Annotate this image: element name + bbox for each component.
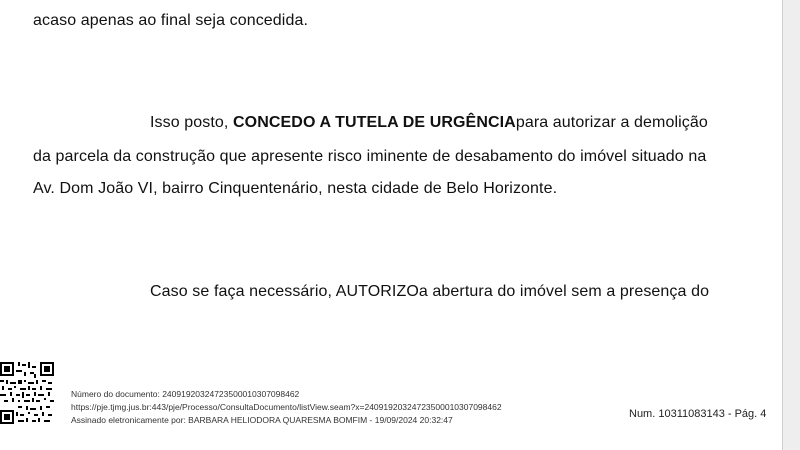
bold-decision: CONCEDO A TUTELA DE URGÊNCIA bbox=[233, 114, 516, 131]
text-line: Av. Dom João VI, bairro Cinquentenário, nesta cidade de Belo Horizonte. bbox=[33, 180, 558, 197]
document-number: Número do documento: 24091920324723500010307098462 bbox=[71, 389, 300, 399]
paragraph-lead: Isso posto, bbox=[150, 114, 234, 131]
paragraph-rest: para autorizar a demolição bbox=[515, 114, 708, 131]
text-line: Caso se faça necessário, AUTORIZOa abertura do imóvel sem a presença do bbox=[150, 283, 710, 300]
qr-code-icon bbox=[0, 362, 54, 424]
text-line: acaso apenas ao final seja concedida. bbox=[33, 12, 309, 29]
paragraph-first-line bbox=[150, 114, 708, 132]
page-number: Num. 10311083143 - Pág. 4 bbox=[629, 408, 767, 420]
page-edge bbox=[782, 0, 800, 450]
document-url[interactable]: https://pje.tjmg.jus.br:443/pje/Processo/ConsultaDocumento/listView.seam?x=24091920324723500010307098462 bbox=[71, 402, 502, 412]
signature-info: Assinado eletronicamente por: BARBARA HELIODORA QUARESMA BOMFIM - 19/09/2024 20:32:47 bbox=[71, 415, 453, 425]
text-line: da parcela da construção que apresente risco iminente de desabamento do imóvel situado na bbox=[33, 148, 707, 165]
